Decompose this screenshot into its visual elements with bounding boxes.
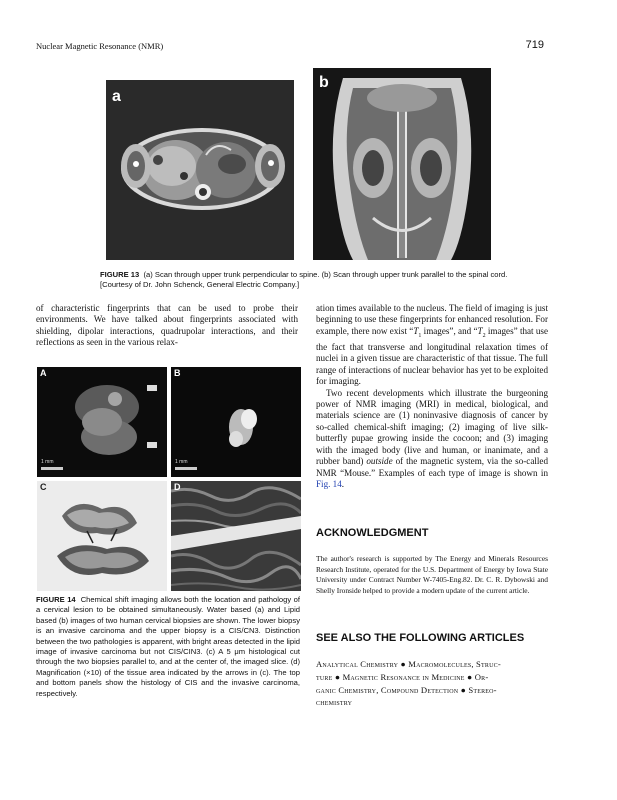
- see-also-item[interactable]: Analytical Chemistry: [316, 659, 399, 669]
- paragraph: of characteristic fingerprints that can be used to probe their environments. We have talked about fingerprints associated with shielding, dipolar interactions, quadrupolar interactions, and their reflections as seen in the various relax-: [36, 303, 298, 348]
- lipid-image: [171, 367, 301, 477]
- figure-13-caption-label: FIGURE 13: [100, 270, 140, 279]
- figure-14: [37, 367, 301, 591]
- figure-14-panel-d: [171, 481, 301, 591]
- see-also-item[interactable]: ture: [316, 671, 333, 682]
- right-column-text: [316, 303, 548, 490]
- see-also-item[interactable]: chemistry: [316, 697, 353, 708]
- running-title: Nuclear Magnetic Resonance (NMR): [36, 41, 164, 51]
- axial-mri-scan: [106, 80, 294, 260]
- paragraph-2: Two recent developments which illustrate the burgeoning power of NMR imaging (MRI) in medical, biological, and materials science are (1) noninvasive diagnosis of cancer by so-called chemical-shift imaging; (2) imaging of live silk-butterfly pupae growing inside the cocoon; and (3) imaging with the imaged body (live and human, or inanimate, and a rubber band) outside of the magnetic system, via the so-called NMR “Mouse.” Examples of each type of image is shown in Fig. 14.: [316, 387, 548, 489]
- figure-14-label-a: A: [40, 368, 47, 378]
- figure-14-label-c: C: [40, 482, 47, 492]
- see-also-item[interactable]: Magnetic Resonance in Medicine: [342, 671, 465, 682]
- figure-14-caption: [36, 595, 300, 699]
- see-also-line: [316, 696, 550, 709]
- figure-13-caption-text: (a) Scan through upper trunk perpendicular to spine. (b) Scan through upper trunk parallel to the spinal cord. [Courtesy of Dr. John Schenck, General Electric Company.]: [100, 270, 508, 290]
- figure-14-link[interactable]: Fig. 14: [316, 478, 342, 489]
- acknowledgment-text: The author's research is supported by The Energy and Minerals Resources Research Institute, operated for the U.S. Department of Energy by Iowa State University under Contract Number W-7405-Eng.82. Dr. C. R. Dybowski and Shelly Ironside helped to provide a modern update of the current article.: [316, 554, 548, 595]
- see-also-line: ture ● Magnetic Resonance in Medicine ● Or-: [316, 671, 489, 682]
- figure-13-panel-b: [313, 68, 491, 260]
- see-also-list: [316, 658, 550, 709]
- scale-label: 1 mm: [41, 459, 54, 465]
- left-column-paragraph: [36, 303, 298, 349]
- figure-14-caption-text: Chemical shift imaging allows both the location and pathology of a cervical lesion to be obtained simultaneously. Water based (a) and Lipid based (b) images of two human cervical biopsies are shown. The lower biopsy is an invasive carcinoma and the upper biopsy is a CIS/CN3. Distinction between the two pathologies is apparent, with bright areas detected in the lipid image of invasive carcinoma but not CIS/CIN3. (c) A 5 μm histological cut through the two biopsies parallel to, and at the center of, the imaged slice. (d) Magnification (×10) of the tissue area indicated by the arrows in (c). The top and bottom panels show the histology of CIS and the invasive carcinoma, respectively.: [36, 595, 300, 698]
- figure-14-panel-b: [171, 367, 301, 477]
- scale-label: 1 mm: [175, 459, 188, 465]
- see-also-heading: SEE ALSO THE FOLLOWING ARTICLES: [316, 632, 525, 644]
- paragraph-1: ation times available to the nucleus. The field of imaging is just beginning to use these fingerprints for enhanced resolution. For example, there now exist “$T_1$ images”, and “$T_2$ images” that use the fact that transverse and longitudinal relaxation times of nuclei in a given tissue are characteristic of that tissue. The full range of interactions of nuclear behavior has yet to be exploited for imaging.: [316, 303, 549, 387]
- see-also-line: Analytical Chemistry ● Macromolecules, Struc-: [316, 659, 501, 669]
- figure-13-caption: [100, 270, 530, 291]
- see-also-item[interactable]: Or-: [474, 671, 489, 682]
- see-also-item[interactable]: ganic Chemistry, Compound Detection: [316, 684, 459, 695]
- water-image: [37, 367, 167, 477]
- see-also-item[interactable]: Macromolecules, Struc-: [408, 659, 501, 669]
- figure-13-panel-a: [106, 80, 294, 260]
- figure-13-label-a: a: [112, 88, 121, 105]
- figure-13-label-b: b: [319, 74, 329, 91]
- histology-magnification: [171, 481, 301, 591]
- figure-14-label-b: B: [174, 368, 181, 378]
- histology-section: [37, 481, 167, 591]
- figure-14-panel-c: [37, 481, 167, 591]
- see-also-item[interactable]: Stereo-: [468, 684, 497, 695]
- acknowledgment-heading: ACKNOWLEDGMENT: [316, 527, 429, 539]
- figure-14-label-d: D: [174, 482, 181, 492]
- coronal-mri-scan: [313, 68, 491, 260]
- see-also-line: ganic Chemistry, Compound Detection ● Stereo-: [316, 684, 497, 695]
- figure-14-caption-label: FIGURE 14: [36, 595, 76, 604]
- figure-14-panel-a: [37, 367, 167, 477]
- page-number: 719: [525, 39, 544, 51]
